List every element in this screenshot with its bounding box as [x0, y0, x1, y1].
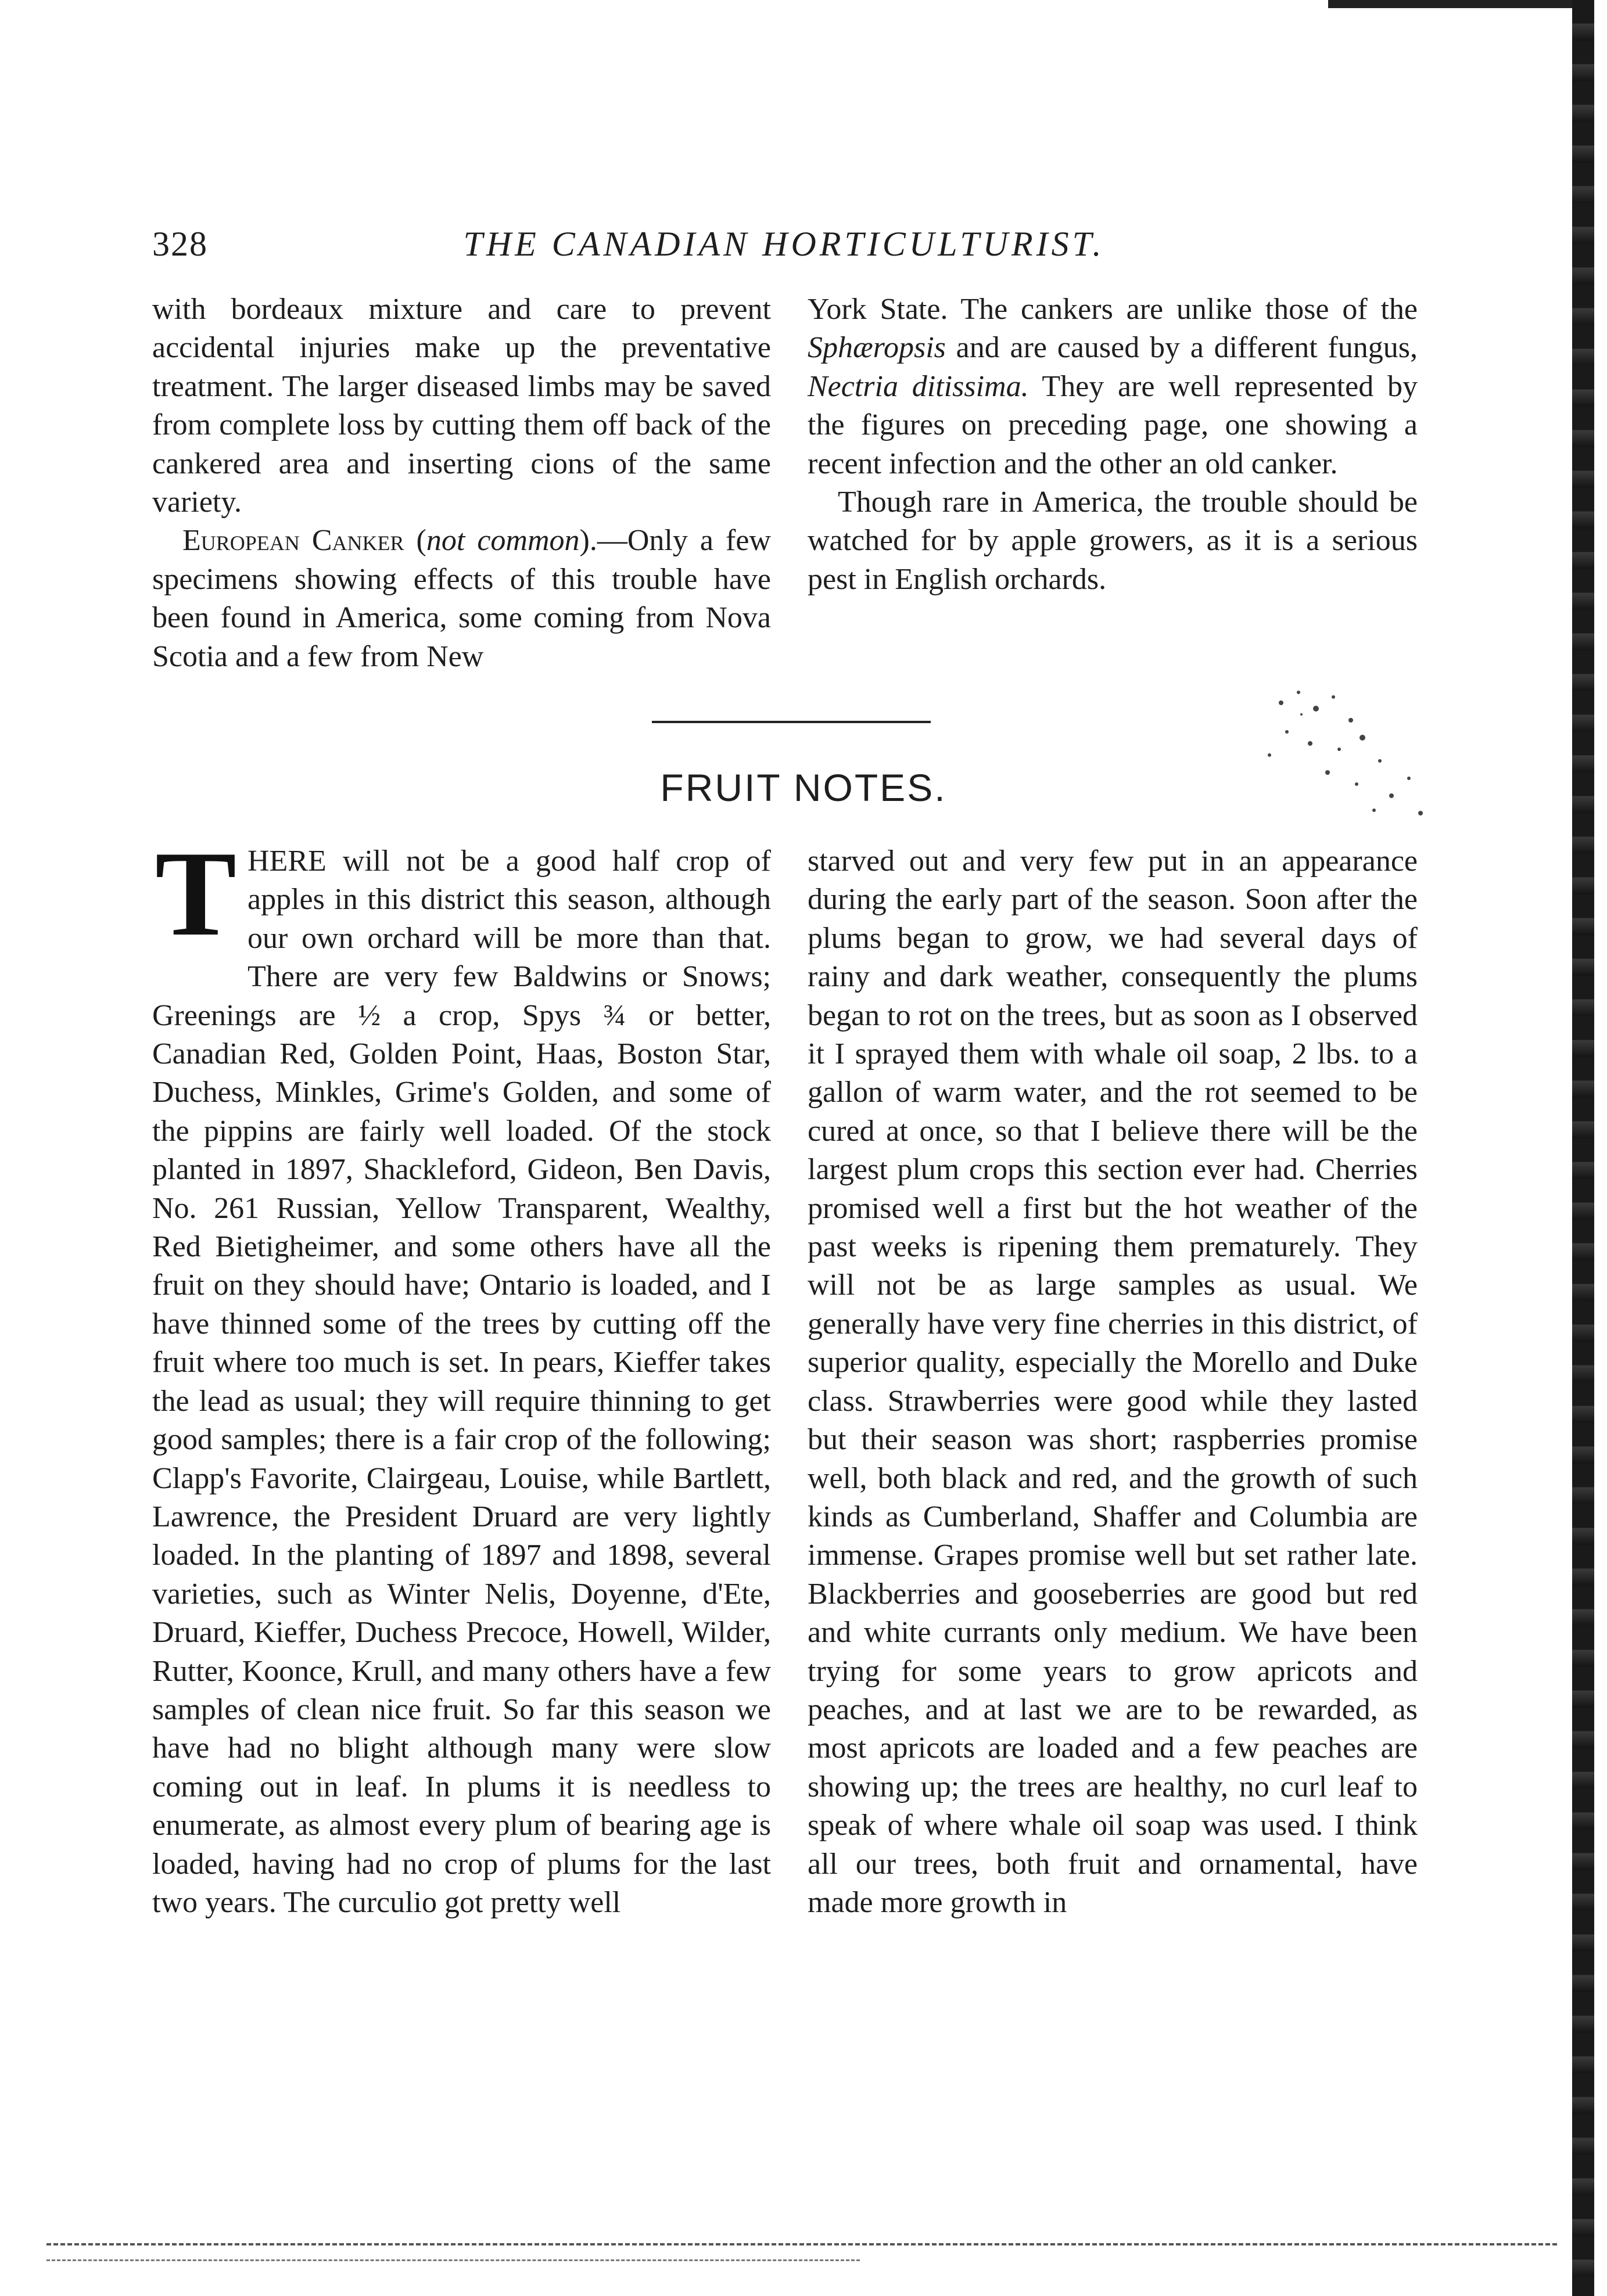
- rare-in-america-paragraph: Though rare in America, the trouble should be watched for by apple growers, as it is a serious pest in English orchards.: [808, 486, 1418, 596]
- fruit-notes-left-text: HERE will not be a good half crop of apples in this district this season, although our own orchard will be more than that. There are very few Baldwins or Snows; Greenings are ½ a crop, Spys ¾ or better, Canadian Red, Golden Point, Haas, Boston Star, Duchess, Minkles, Grime's Golden, and some of the pippins are fairly well loaded. Of the stock planted in 1897, Shackleford, Gideon, Ben Davis, No. 261 Russian, Yellow Transparent, Wealthy, Red Bietigheimer, and some others have all the fruit on they should have; Ontario is loaded, and I have thinned some of the trees by cutting off the fruit where too much is set. In pears, Kieffer takes the lead as usual; they will require thinning to get good samples; there is a fair crop of the following; Clapp's Favorite, Clairgeau, Louise, while Bartlett, Lawrence, the President Druard are very lightly loaded. In the planting of 1897 and 1898, several varieties, such as Winter Nelis, Doyenne, d'Ete, Druard, Kieffer, Duchess Precoce, Howell, Wilder, Rutter, Koonce, Krull, and many others have a few samples of clean nice fruit. So far this season we have had no blight although many were slow coming out in leaf. In plums it is needless to enumerate, as almost every plum of bearing age is loaded, having had no crop of plums for the last two years. The curculio got pretty well: [152, 845, 771, 1919]
- scan-bottom-rule: [46, 2243, 1557, 2245]
- section-divider: [652, 721, 931, 723]
- fruit-notes-title: FRUIT NOTES.: [660, 766, 947, 809]
- cankers-description-paragraph: [808, 290, 1418, 483]
- nectria-term: Nectria ditissima.: [808, 369, 1029, 403]
- fruit-notes-right-paragraph: starved out and very few put in an appearance during the early part of the season. Soon after the plums began to grow, we had several days of rainy and dark weather, consequently the plums began to rot on the trees, but as soon as I observed it I sprayed them with whale oil soap, 2 lbs. to a gallon of warm water, and the rot seemed to be cured at once, so that I believe there will be the largest plum crops this section ever had. Cherries promised well a first but the hot weather of the past weeks is ripening them prematurely. They will not be as large samples as usual. We generally have very fine cherries in this district, of superior quality, especially the Morello and Duke class. Strawberries were good while they lasted but their season was short; raspberries promise well, both black and red, and the growth of such kinds as Cumberland, Shaffer and Columbia are immense. Grapes promise well but set rather late. Blackberries and gooseberries are good but red and white currants only medium. We have been trying for some years to grow apricots and peaches, and at last we are to be rewarded, as most apricots are loaded and a few peaches are showing up; the trees are healthy, no curl leaf to speak of where whale oil soap was used. I think all our trees, both fruit and ornamental, have made more growth in: [808, 845, 1418, 1919]
- top-left-column: [152, 290, 771, 676]
- fruit-notes-right-column: [808, 842, 1418, 1922]
- fruit-notes-left-column: [152, 827, 771, 1922]
- scan-bottom-rule-2: [46, 2259, 860, 2261]
- running-title: THE CANADIAN HORTICULTURIST.: [463, 225, 1105, 263]
- drop-cap-letter: T: [155, 827, 237, 961]
- cankers-text-a: York State. The cankers are unlike those of the: [808, 293, 1418, 326]
- page-number: 328: [152, 225, 208, 263]
- fruit-notes-left-paragraph: [152, 827, 771, 1922]
- canker-treatment-paragraph: with bordeaux mixture and care to prevent accidental injuries make up the preventative treatment. The larger diseased limbs may be saved from complete loss by cutting them off back of the cankered area and inserting cions of the same variety.: [152, 293, 771, 519]
- european-canker-heading: European Canker: [182, 524, 404, 558]
- scan-top-rule: [1328, 0, 1572, 8]
- cankers-text-c: They are well represented by the figures on preceding page, one showing a recent infection and the other an old canker.: [808, 369, 1418, 480]
- european-canker-text: —Only a few specimens showing effects of this trouble have been found in America, some coming from Nova Scotia and a few from New: [152, 524, 771, 673]
- cankers-text-b: and are caused by a different fungus,: [945, 331, 1418, 365]
- european-canker-paragraph: European Canker (not common).—Only a few specimens showing effects of this trouble have been found in America, some coming from Nova Scotia and a few from New: [152, 524, 771, 673]
- sphaeropsis-term: Sphæropsis: [808, 331, 946, 365]
- page-header: [152, 224, 1416, 276]
- top-right-column: [808, 290, 1418, 599]
- scan-page-edge: [1572, 0, 1594, 2296]
- not-common-note: not common: [426, 524, 580, 558]
